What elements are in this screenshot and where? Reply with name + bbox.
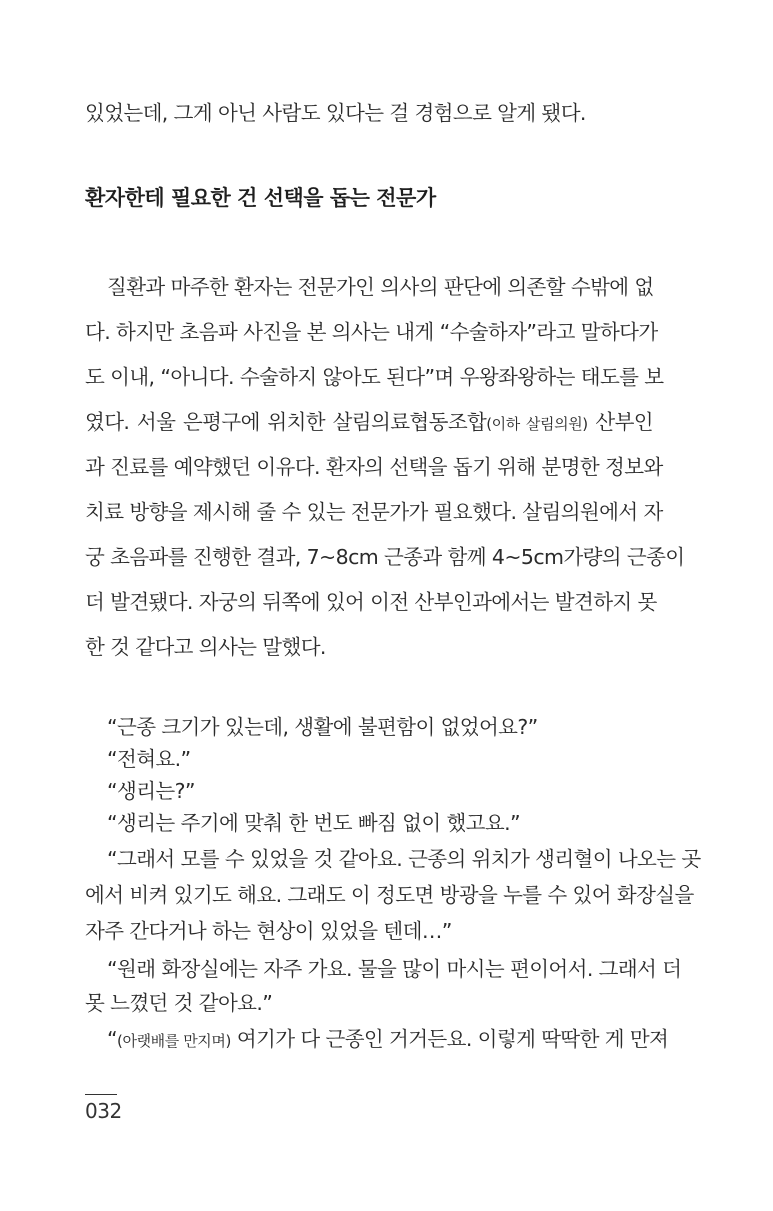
paragraph-line: 한 것 같다고 의사는 말했다. <box>85 635 326 659</box>
dialogue-line: “근종 크기가 있는데, 생활에 불편함이 없었어요?” <box>107 715 538 739</box>
dialogue-line: “전혀요.” <box>107 747 191 771</box>
paragraph-line: 다. 하지만 초음파 사진을 본 의사는 내게 “수술하자”라고 말하다가 <box>85 320 658 344</box>
quote-mark: “ <box>107 1027 118 1051</box>
paragraph-line: 질환과 마주한 환자는 전문가인 의사의 판단에 의존할 수밖에 없 <box>107 275 654 299</box>
dialogue-line <box>85 1024 669 1056</box>
carryover-line: 있었는데, 그게 아닌 사람도 있다는 걸 경험으로 알게 됐다. <box>85 101 586 125</box>
paragraph-line: 궁 초음파를 진행한 결과, 7~8cm 근종과 함께 4~5cm가량의 근종이 <box>85 545 685 569</box>
dialogue-line: “원래 화장실에는 자주 가요. 물을 많이 마시는 편이어서. 그래서 더 <box>107 957 682 981</box>
paragraph-text: 였다. 서울 은평구에 위치한 살림의료협동조합 <box>85 410 487 434</box>
dialogue-line: “생리는 주기에 맞춰 한 번도 빠짐 없이 했고요.” <box>107 811 521 835</box>
dialogue-line: 에서 비켜 있기도 해요. 그래도 이 정도면 방광을 누를 수 있어 화장실을 <box>85 883 694 907</box>
page-number: 032 <box>85 1099 122 1123</box>
folio-rule <box>85 1094 117 1095</box>
paragraph-text: 산부인 <box>587 410 653 434</box>
dialogue-line: 못 느꼈던 것 같아요.” <box>85 991 273 1015</box>
dialogue-line: 자주 간다거나 하는 현상이 있었을 텐데…” <box>85 919 452 943</box>
paragraph-line: 더 발견됐다. 자궁의 뒤쪽에 있어 이전 산부인과에서는 발견하지 못 <box>85 590 657 614</box>
paragraph-line <box>85 407 653 439</box>
paragraph-line: 치료 방향을 제시해 줄 수 있는 전문가가 필요했다. 살림의원에서 자 <box>85 500 663 524</box>
dialogue-line: “생리는?” <box>107 779 195 803</box>
paragraph-line: 과 진료를 예약했던 이유다. 환자의 선택을 돕기 위해 분명한 정보와 <box>85 455 663 479</box>
paragraph-line: 도 이내, “아니다. 수술하지 않아도 된다”며 우왕좌왕하는 태도를 보 <box>85 365 664 389</box>
dialogue-line: “그래서 모를 수 있었을 것 같아요. 근종의 위치가 생리혈이 나오는 곳 <box>107 847 701 871</box>
section-heading: 환자한테 필요한 건 선택을 돕는 전문가 <box>85 186 436 210</box>
parenthetical-note: (이하 살림의원) <box>486 415 588 433</box>
dialogue-text: 여기가 다 근종인 거거든요. 이렇게 딱딱한 게 만져 <box>230 1027 669 1051</box>
stage-direction: (아랫배를 만지며) <box>117 1032 231 1050</box>
